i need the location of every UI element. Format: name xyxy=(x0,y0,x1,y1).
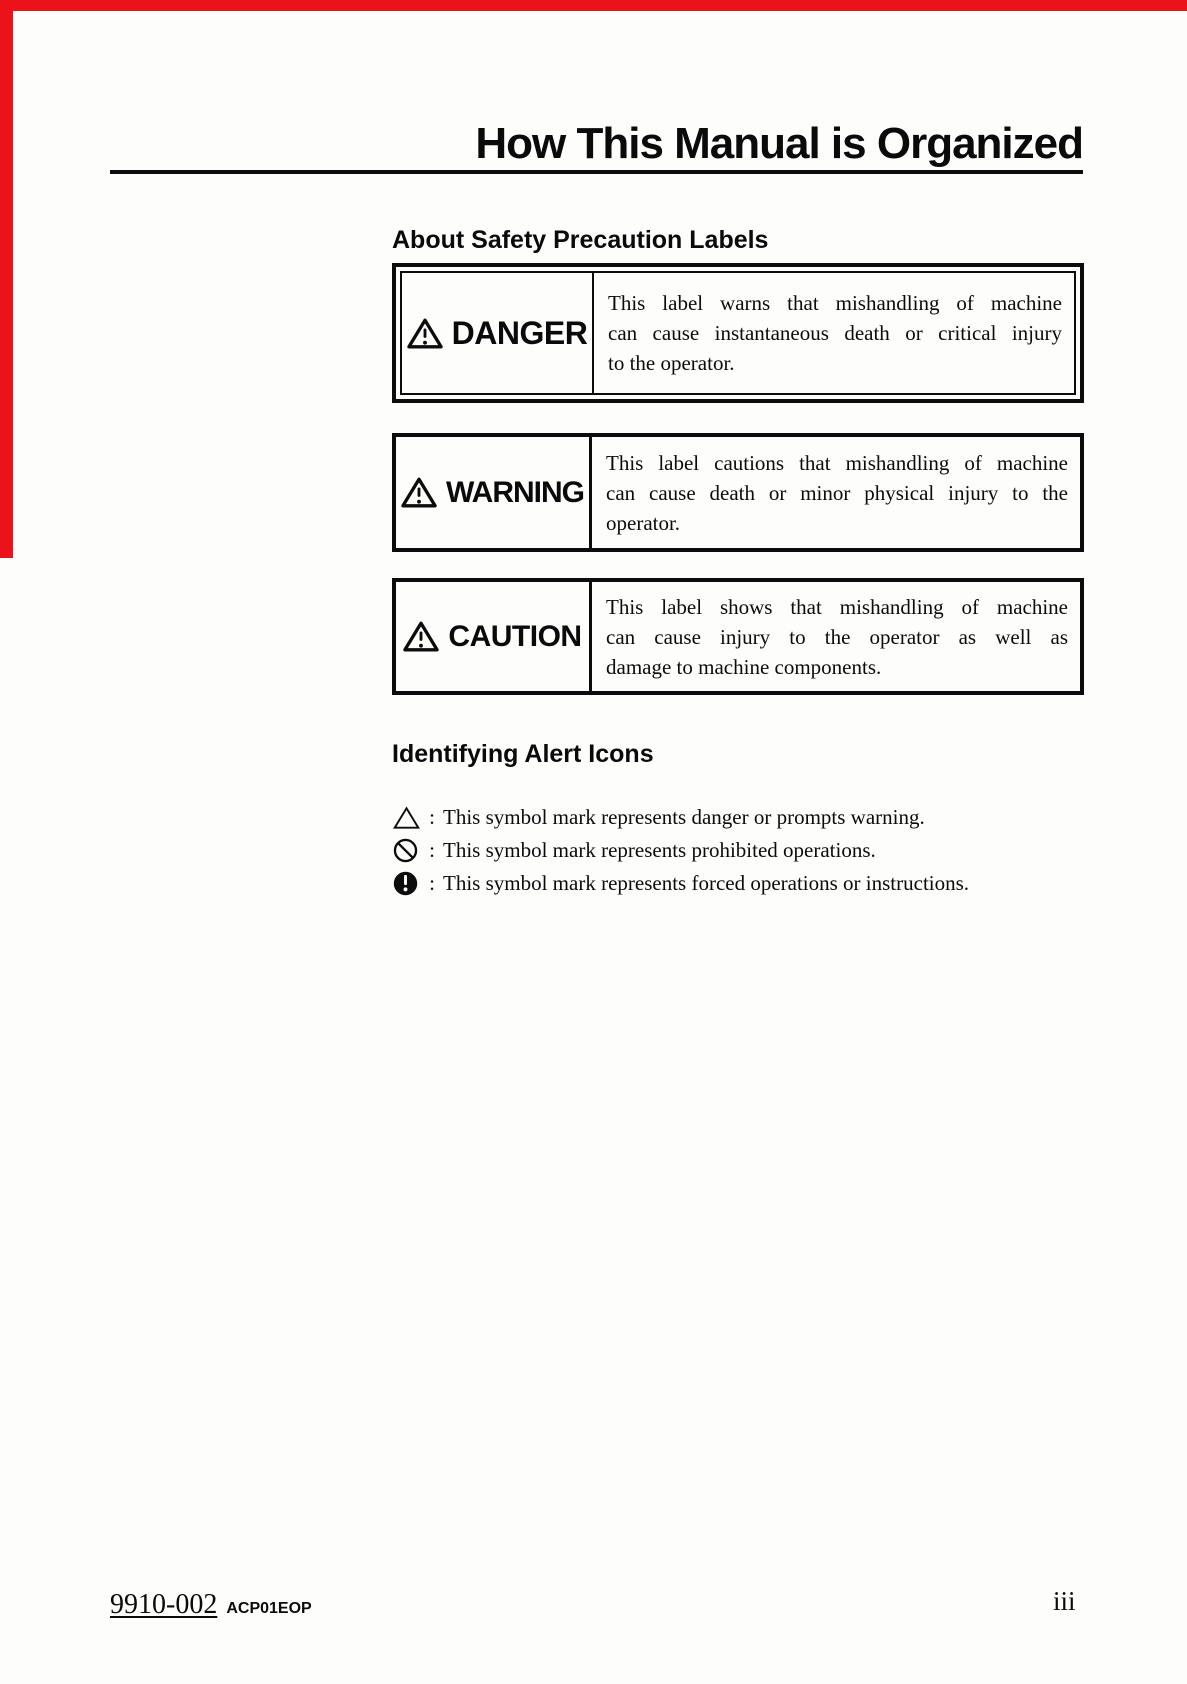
warning-text-line: This label cautions that mishandling of machine xyxy=(606,450,1068,475)
caution-text-cell xyxy=(592,582,1080,691)
heading-identifying-alert-icons: Identifying Alert Icons xyxy=(392,740,654,768)
alert-item-forced-operation xyxy=(393,867,1033,900)
warning-triangle-icon xyxy=(407,318,443,349)
warning-box xyxy=(392,433,1084,552)
danger-box xyxy=(392,263,1084,403)
alert-item-text: This symbol mark represents prohibited operations. xyxy=(443,838,876,862)
list-separator: : xyxy=(429,805,435,829)
page-number: iii xyxy=(1053,1586,1076,1616)
scan-edge-top xyxy=(0,0,1187,11)
danger-text-line: This label warns that mishandling of machine xyxy=(608,291,1062,315)
danger-text-line: to the operator. xyxy=(608,351,735,375)
caution-text-line: damage to machine components. xyxy=(606,654,882,679)
scan-edge-left xyxy=(0,0,13,558)
danger-label: DANGER xyxy=(451,314,588,351)
caution-box-inner xyxy=(396,582,1080,691)
alert-item-text: This symbol mark represents forced operations or instructions. xyxy=(443,871,970,895)
footer-doc-suffix: ACP01EOP xyxy=(226,1600,312,1617)
heading-safety-precaution-labels: About Safety Precaution Labels xyxy=(392,226,769,254)
title-rule xyxy=(110,170,1083,174)
warning-box-inner xyxy=(396,437,1080,548)
caution-text-line: This label shows that mishandling of machine xyxy=(606,594,1068,619)
alert-item-danger-warning xyxy=(393,801,1033,834)
prohibited-icon xyxy=(393,838,418,863)
warning-text-line: operator. xyxy=(606,510,681,535)
danger-text-cell xyxy=(594,273,1074,393)
triangle-icon xyxy=(393,806,420,830)
forced-operation-icon xyxy=(393,871,418,896)
alert-item-text: This symbol mark represents danger or prompts warning. xyxy=(443,805,925,829)
danger-box-inner xyxy=(400,271,1076,395)
warning-triangle-icon xyxy=(403,621,439,652)
caution-text-line: can cause injury to the operator as well as xyxy=(606,624,1068,649)
warning-text-line: can cause death or minor physical injury to the xyxy=(606,480,1068,505)
warning-label: WARNING xyxy=(446,475,584,509)
footer-doc-code: 9910-002 xyxy=(110,1589,218,1620)
danger-label-cell xyxy=(402,273,594,393)
footer xyxy=(110,1589,312,1621)
caution-label: CAUTION xyxy=(448,619,582,653)
caution-box xyxy=(392,578,1084,695)
list-separator: : xyxy=(429,838,435,862)
alert-item-prohibited xyxy=(393,834,1033,867)
warning-triangle-icon xyxy=(401,477,437,508)
list-separator: : xyxy=(429,871,435,895)
warning-label-cell xyxy=(396,437,592,548)
caution-label-cell xyxy=(396,582,592,691)
warning-text-cell xyxy=(592,437,1080,548)
alert-icon-list xyxy=(393,801,1033,900)
page-title: How This Manual is Organized xyxy=(475,119,1083,168)
danger-text-line: can cause instantaneous death or critical injury xyxy=(608,321,1062,345)
